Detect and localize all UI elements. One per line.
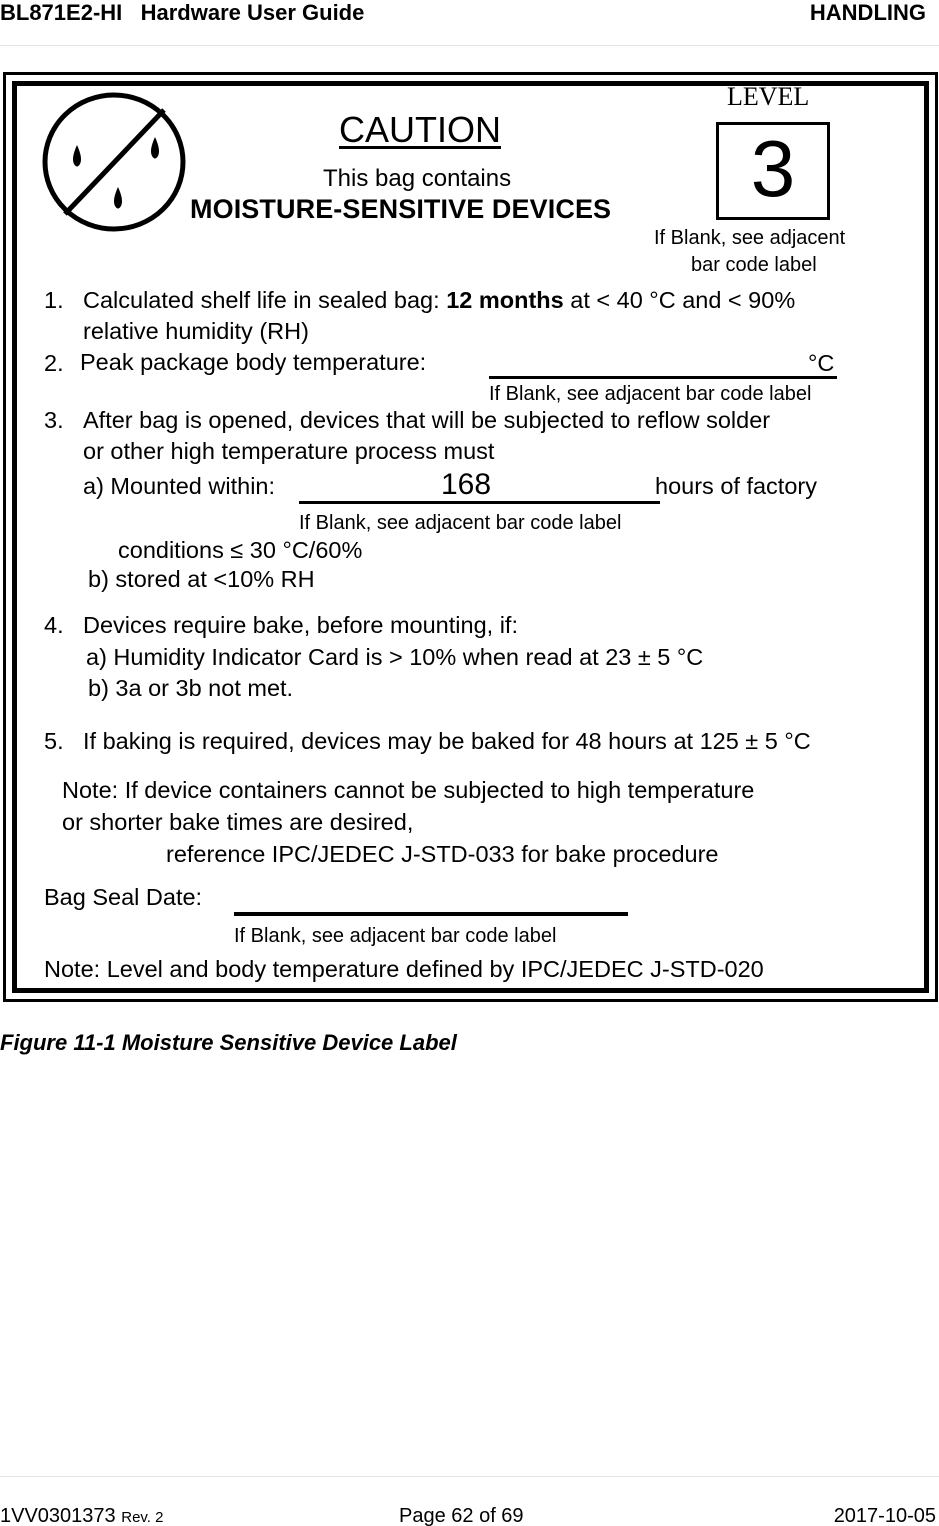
note-line3: reference IPC/JEDEC J-STD-033 for bake procedure [166, 841, 719, 867]
hours-blank-line [299, 501, 660, 504]
page-header [0, 0, 939, 46]
level-note-line2: bar code label [691, 254, 817, 276]
item2-number: 2. [44, 350, 64, 376]
temperature-blank-note: If Blank, see adjacent bar code label [489, 383, 812, 405]
item1-part-c: at < 40 °C and < 90% [570, 287, 796, 313]
level-word: LEVEL [727, 82, 810, 111]
no-moisture-icon [40, 92, 190, 234]
item4a-text: a) Humidity Indicator Card is > 10% when read at 23 ± 5 °C [86, 644, 704, 670]
item4-text: Devices require bake, before mounting, if: [83, 612, 518, 638]
bag-contains-text: This bag contains [323, 165, 512, 192]
document-number [0, 1505, 163, 1526]
section-title: HANDLING [809, 0, 926, 25]
final-note: Note: Level and body temperature defined by IPC/JEDEC J-STD-020 [44, 956, 764, 982]
item3a-value: 168 [441, 468, 492, 501]
item4b-text: b) 3a or 3b not met. [88, 675, 294, 701]
level-note-line1: If Blank, see adjacent [654, 227, 846, 249]
level-value: 3 [750, 124, 796, 213]
document-date: 2017-10-05 [833, 1505, 936, 1526]
item3-line1: After bag is opened, devices that will be subjected to reflow solder [83, 407, 771, 433]
revision: Rev. 2 [121, 1509, 164, 1526]
item1-months: 12 months [446, 287, 564, 313]
item1-number: 1. [44, 287, 64, 313]
item3b-text: b) stored at <10% RH [88, 566, 315, 592]
page-footer [0, 1476, 939, 1526]
item3a-conditions: conditions ≤ 30 °C/60% [118, 537, 363, 563]
caution-heading: CAUTION [339, 109, 501, 150]
item3-number: 3. [44, 407, 64, 433]
item3a-label: a) Mounted within: [83, 473, 276, 499]
figure-caption: Figure 11-1 Moisture Sensitive Device Label [0, 1030, 457, 1055]
item2-unit: °C [808, 350, 835, 376]
item5-text: If baking is required, devices may be baked for 48 hours at 125 ± 5 °C [83, 728, 811, 754]
item1-part-a: Calculated shelf life in sealed bag: [83, 287, 440, 313]
msd-heading: MOISTURE-SENSITIVE DEVICES [190, 194, 612, 224]
item4-number: 4. [44, 612, 64, 638]
temperature-blank-line [489, 376, 837, 379]
item3-line2: or other high temperature process must [83, 438, 495, 464]
item3a-tail: hours of factory [655, 473, 817, 499]
page-number: Page 62 of 69 [399, 1505, 524, 1526]
seal-date-label: Bag Seal Date: [44, 884, 203, 910]
seal-date-blank-note: If Blank, see adjacent bar code label [234, 925, 557, 947]
seal-date-blank-line [234, 912, 628, 916]
document-title: BL871E2-HI Hardware User Guide [0, 0, 365, 25]
item1-text [83, 289, 795, 313]
note-line2: or shorter bake times are desired, [62, 809, 414, 835]
doc-number-text: 1VV0301373 [0, 1505, 116, 1526]
note-line1: Note: If device containers cannot be subjected to high temperature [62, 777, 755, 803]
item2-text: Peak package body temperature: [80, 349, 427, 375]
hours-blank-note: If Blank, see adjacent bar code label [299, 512, 622, 534]
item1-line2: relative humidity (RH) [83, 318, 309, 344]
item5-number: 5. [44, 728, 64, 754]
level-box [716, 122, 830, 220]
